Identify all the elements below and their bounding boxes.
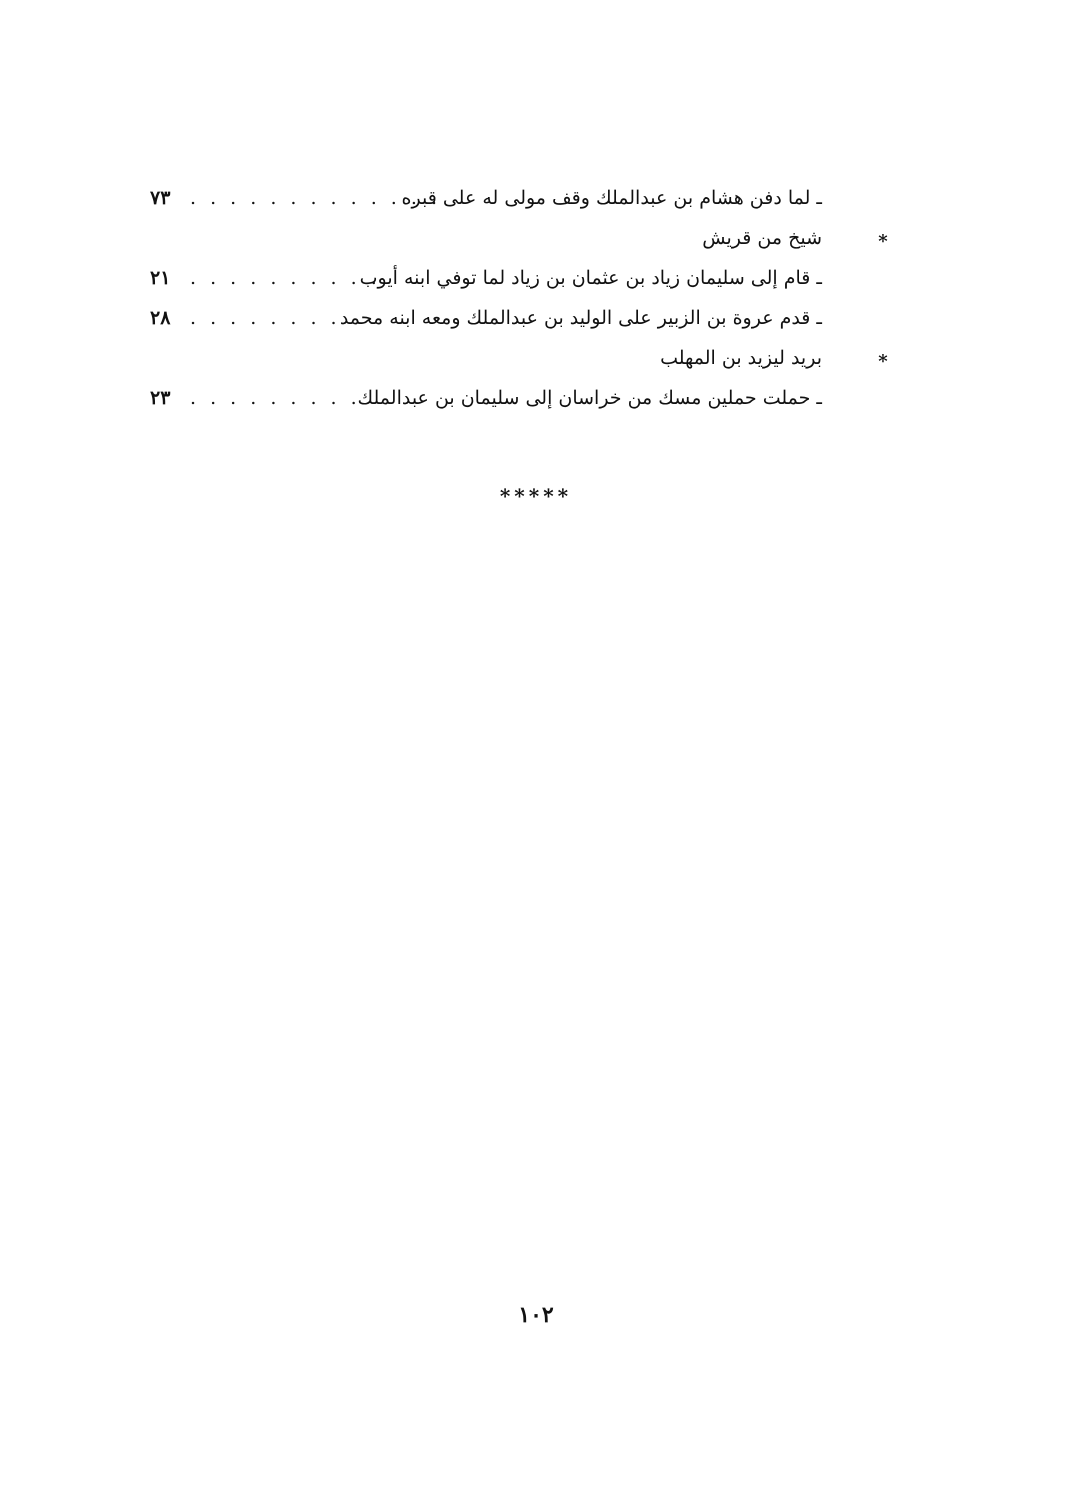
entry-title: ـ قام إلى سليمان زياد بن عثمان بن زياد لما توفي ابنه أيوب (359, 267, 822, 289)
entry-page-number: ٢٨ (150, 307, 171, 329)
entry-page-number: ٧٣ (150, 187, 171, 209)
section-separator: ***** (499, 484, 573, 508)
dot-leader: . . . . . . . . (190, 307, 341, 329)
dot-leader: . . . . . . . . . . (190, 267, 381, 289)
entry-title: ـ حملت حملين مسك من خراسان إلى سليمان بن عبدالملك (357, 387, 822, 409)
index-entry (150, 303, 895, 343)
heading-title: شيخ من قريش (702, 227, 822, 249)
page-number: ١٠٢ (518, 1302, 554, 1328)
entry-title: ـ لما دفن هشام بن عبدالملك وقف مولى له على قبره (401, 187, 822, 209)
index-list (150, 183, 895, 423)
index-entry (150, 263, 895, 303)
entry-title: ـ قدم عروة بن الزبير على الوليد بن عبدالملك ومعه ابنه محمد (339, 307, 822, 329)
index-entry (150, 183, 895, 223)
index-heading (150, 343, 895, 383)
heading-title: بريد ليزيد بن المهلب (660, 347, 822, 369)
entry-page-number: ٢١ (150, 267, 171, 289)
asterisk-icon: * (878, 231, 888, 252)
entry-page-number: ٢٣ (150, 387, 171, 409)
dot-leader: . . . . . . . . . . . . . (190, 187, 441, 209)
index-entry (150, 383, 895, 423)
asterisk-icon: * (878, 351, 888, 372)
dot-leader: . . . . . . . . . (190, 387, 361, 409)
index-heading (150, 223, 895, 263)
